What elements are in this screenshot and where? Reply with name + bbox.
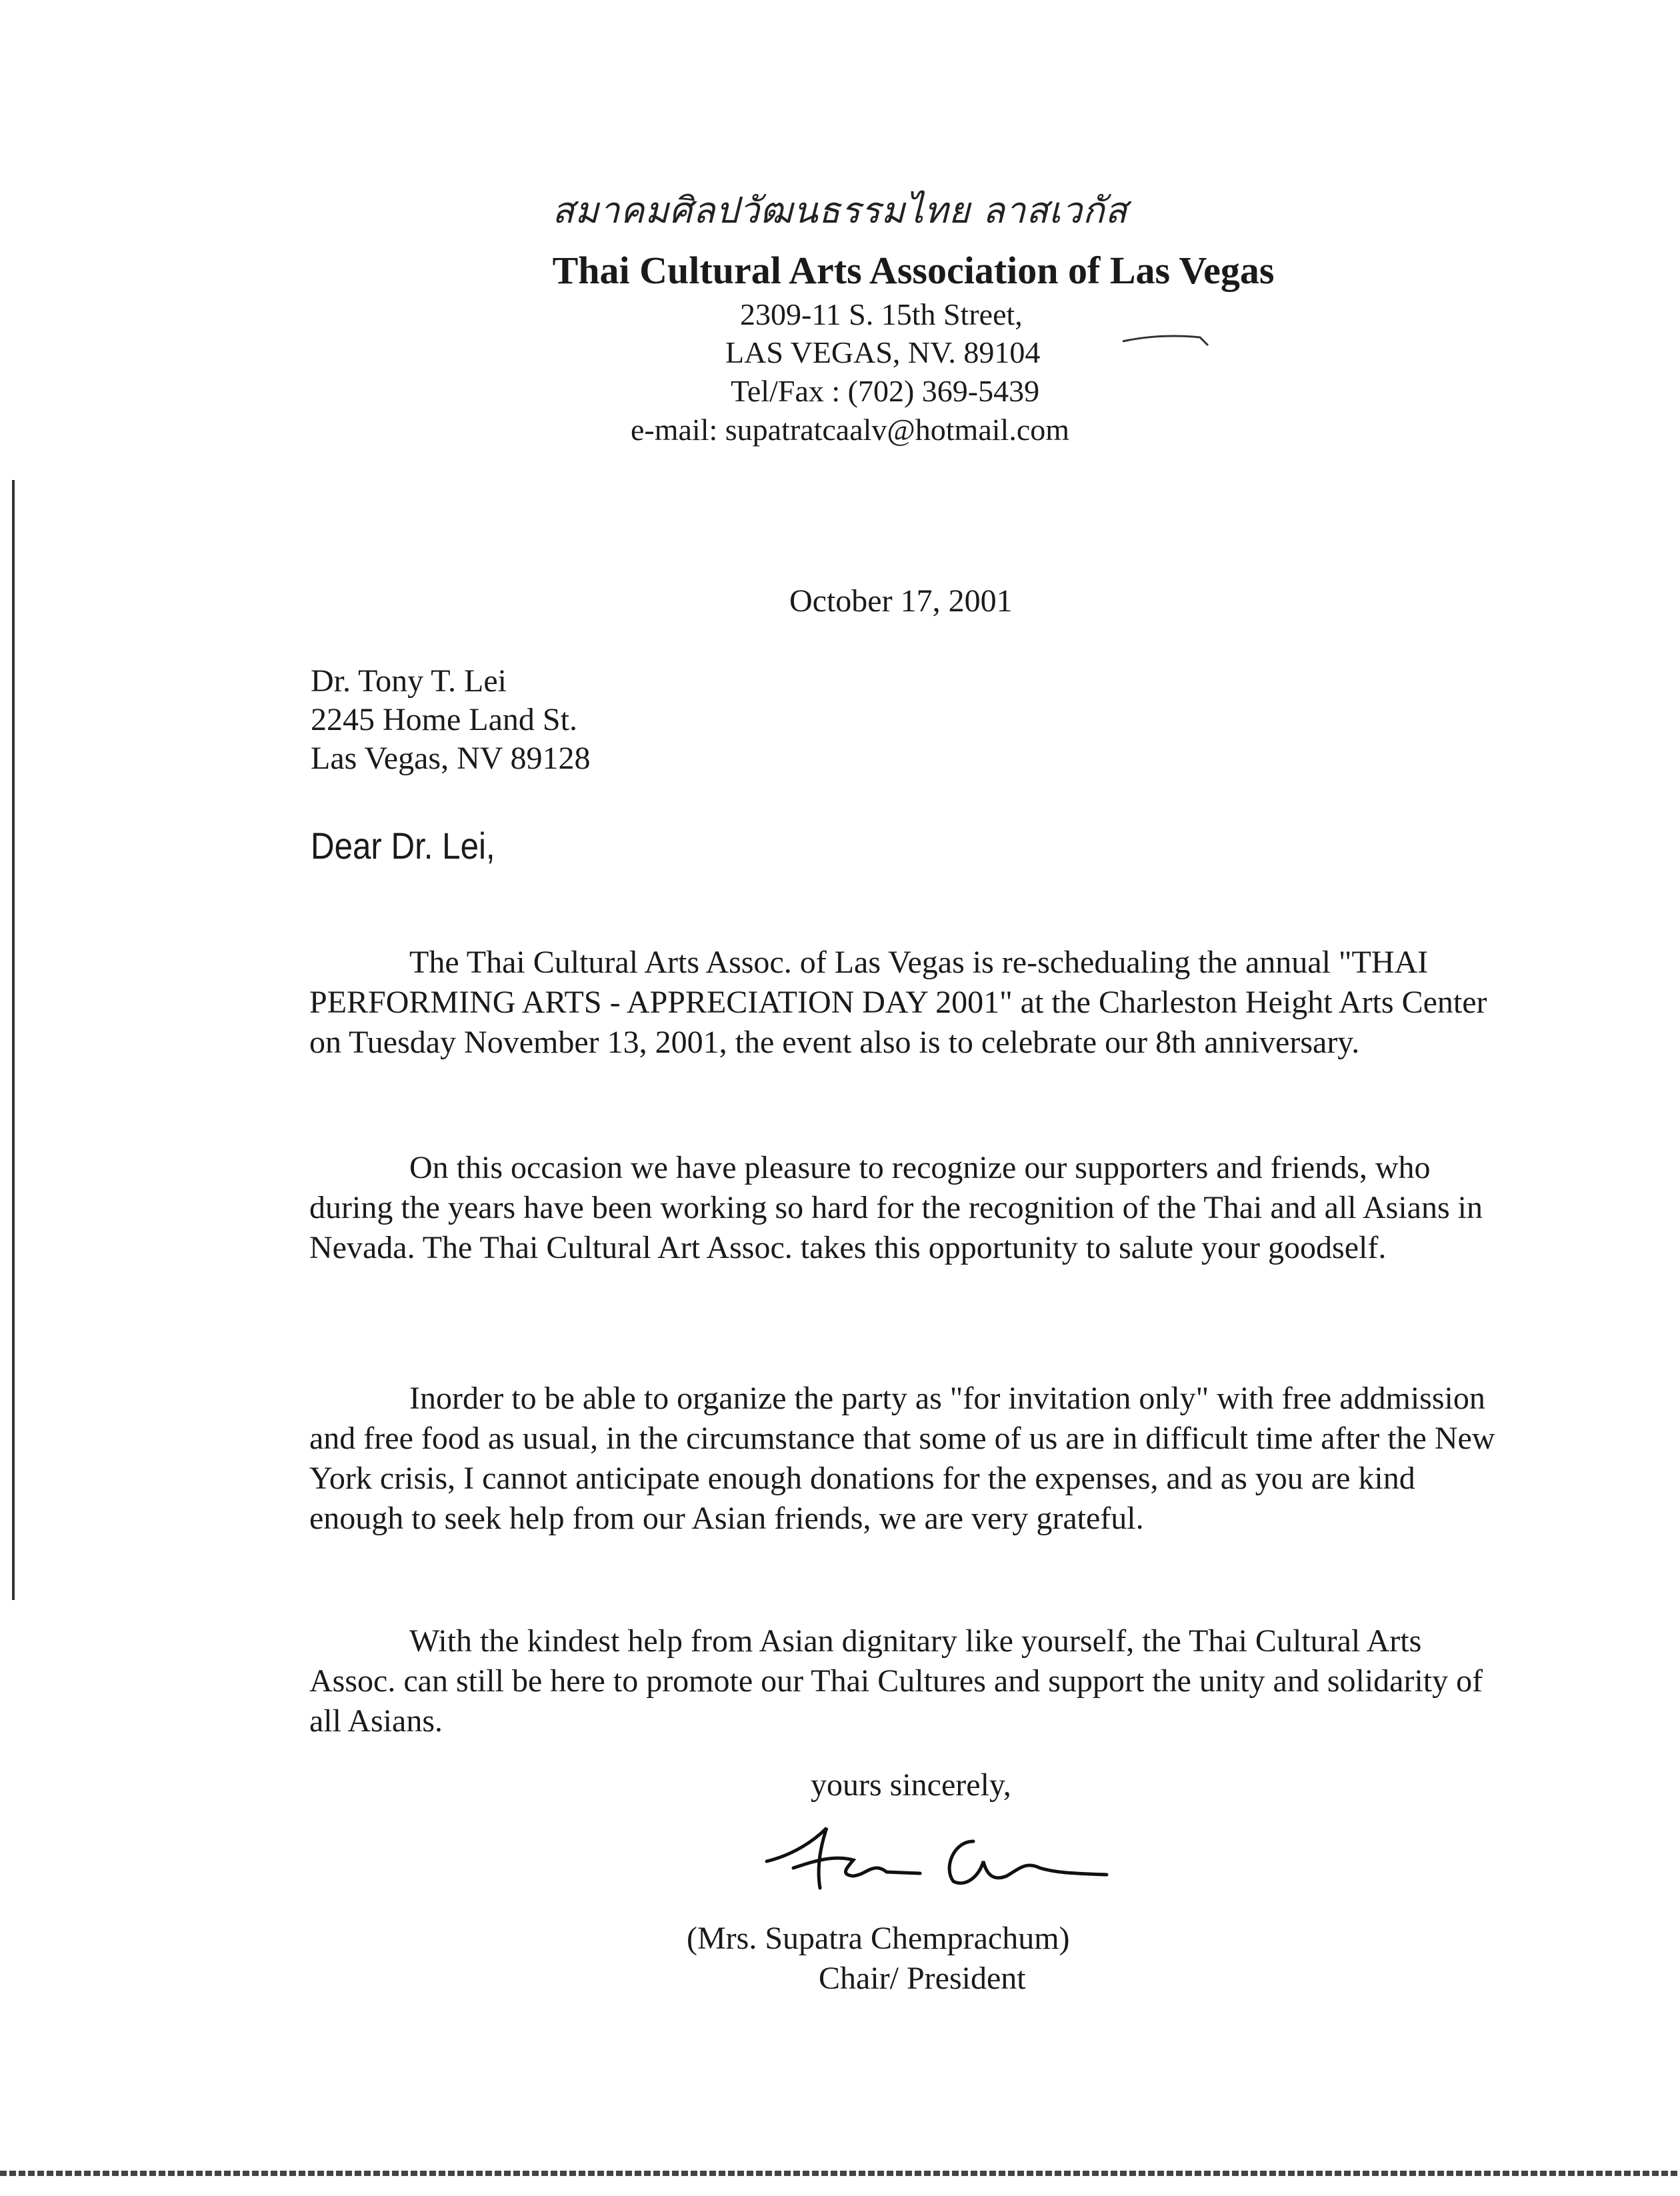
body-paragraph-4: With the kindest help from Asian dignitary like yourself, the Thai Cultural Arts Assoc. can still be here to promote our Thai Cultures and support the unity and solidarity of all Asians. bbox=[309, 1623, 1483, 1739]
signer-name: (Mrs. Supatra Chemprachum) bbox=[687, 1921, 1070, 1956]
recipient-city: Las Vegas, NV 89128 bbox=[311, 741, 591, 776]
pen-mark-decoration bbox=[1120, 327, 1213, 353]
signer-title: Chair/ President bbox=[819, 1961, 1026, 1996]
scan-bottom-edge bbox=[0, 2171, 1680, 2176]
body-paragraph-3: Inorder to be able to organize the party as "for invitation only" with free addmission and free food as usual, in the circumstance that some of us are in difficult time after the New York crisis, I cannot anticipate enough donations for the expenses, and as you are kind enough to seek help from our Asian friends, we are very grateful. bbox=[309, 1381, 1495, 1536]
letterhead-email: e-mail: supatratcaalv@hotmail.com bbox=[631, 413, 1070, 447]
closing: yours sincerely, bbox=[811, 1767, 1011, 1803]
letterhead-phone: Tel/Fax : (702) 369-5439 bbox=[731, 374, 1040, 408]
salutation: Dear Dr. Lei, bbox=[311, 825, 495, 867]
body-paragraph-1: The Thai Cultural Arts Assoc. of Las Vegas is re-schedualing the annual "THAI PERFORMING ARTS - APPRECIATION DAY 2001" at the Charleston Height Arts Center on Tuesday November 13, 2001, the event also is to celebrate our 8th anniversary. bbox=[309, 945, 1487, 1060]
letterhead-address-line1: 2309-11 S. 15th Street, bbox=[740, 297, 1023, 331]
letter-date: October 17, 2001 bbox=[789, 583, 1013, 619]
letterhead-address-line2: LAS VEGAS, NV. 89104 bbox=[725, 335, 1041, 369]
letterhead-org-name: Thai Cultural Arts Association of Las Vegas bbox=[552, 249, 1275, 292]
recipient-name: Dr. Tony T. Lei bbox=[311, 663, 507, 699]
scan-margin-line bbox=[12, 480, 15, 1600]
recipient-street: 2245 Home Land St. bbox=[311, 702, 577, 737]
body-paragraph-2: On this occasion we have pleasure to recognize our supporters and friends, who during the years have been working so hard for the recognition of the Thai and all Asians in Nevada. The Thai Cultural Art Assoc. takes this opportunity to salute your goodself. bbox=[309, 1150, 1483, 1265]
letterhead-thai-name: สมาคมศิลปวัฒนธรรมไทย ลาสเวกัส bbox=[552, 189, 1128, 231]
handwritten-signature bbox=[753, 1815, 1127, 1901]
